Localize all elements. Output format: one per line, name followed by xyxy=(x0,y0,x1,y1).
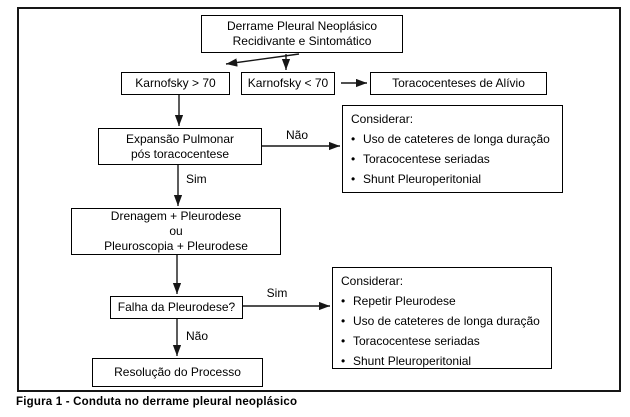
node-text-line: Toracocenteses de Alívio xyxy=(392,76,525,90)
bullet-icon: • xyxy=(341,314,346,328)
node-karnofsky-maior-70 xyxy=(121,72,230,95)
edge-label-nao-falha: Não xyxy=(186,329,209,343)
node-text-line: Pleuroscopia + Pleurodese xyxy=(104,239,248,253)
node-toracocenteses-alivio xyxy=(370,72,547,95)
list-item-text: Toracocentese seriadas xyxy=(363,152,490,166)
bullet-icon: • xyxy=(351,132,356,146)
node-text-line: Falha da Pleurodese? xyxy=(117,300,236,314)
edge-label-nao-expansao: Não xyxy=(285,128,308,142)
list-item xyxy=(341,351,471,371)
node-expansao-pulmonar xyxy=(98,128,262,165)
list-item-text: Uso de cateteres de longa duração xyxy=(363,132,550,146)
node-text-line: Recidivante e Sintomático xyxy=(232,34,372,48)
bullet-icon: • xyxy=(351,172,356,186)
bullet-icon: • xyxy=(341,334,346,348)
list-item xyxy=(341,331,480,351)
list-item-text: Shunt Pleuroperitonial xyxy=(363,172,482,186)
bullet-icon: • xyxy=(351,152,356,166)
arrow-start-to-karnofsky-high xyxy=(226,54,299,64)
node-text-line: Derrame Pleural Neoplásico xyxy=(226,19,378,33)
bullet-icon: • xyxy=(341,294,346,308)
list-title: Considerar: xyxy=(341,274,404,288)
node-considerar-nao-expansao xyxy=(342,105,563,193)
list-item-text: Repetir Pleurodese xyxy=(353,294,456,308)
node-text-line: Karnofsky > 70 xyxy=(135,76,216,90)
figure-caption: Figura 1 - Conduta no derrame pleural neoplásico xyxy=(16,396,298,408)
list-item-text: Shunt Pleuroperitonial xyxy=(353,354,472,368)
edge-label-sim-falha: Sim xyxy=(266,286,288,300)
node-text-line: pós toracocentese xyxy=(130,146,230,161)
list-item-text: Uso de cateteres de longa duração xyxy=(353,314,540,328)
node-karnofsky-menor-70 xyxy=(241,72,335,95)
node-derrame-pleural xyxy=(201,15,403,53)
node-text-line: ou xyxy=(169,224,183,238)
node-falha-pleurodese xyxy=(110,296,243,319)
node-text-line: Drenagem + Pleurodese xyxy=(110,209,242,223)
list-title: Considerar: xyxy=(351,112,414,126)
list-item xyxy=(341,311,540,331)
node-text-line: Expansão Pulmonar xyxy=(125,131,235,146)
list-item xyxy=(351,169,481,189)
list-item-text: Toracocentese seriadas xyxy=(353,334,480,348)
list-item xyxy=(341,291,456,311)
node-text-line: Resolução do Processo xyxy=(114,365,241,379)
node-considerar-falha-pleurodese xyxy=(332,267,552,369)
list-item xyxy=(351,149,490,169)
node-resolucao-processo xyxy=(92,358,263,387)
edge-label-sim-expansao: Sim xyxy=(186,172,207,186)
bullet-icon: • xyxy=(341,354,346,368)
node-text-line: Karnofsky < 70 xyxy=(247,76,329,90)
node-drenagem-pleurodese xyxy=(71,208,281,255)
list-item xyxy=(351,129,550,149)
